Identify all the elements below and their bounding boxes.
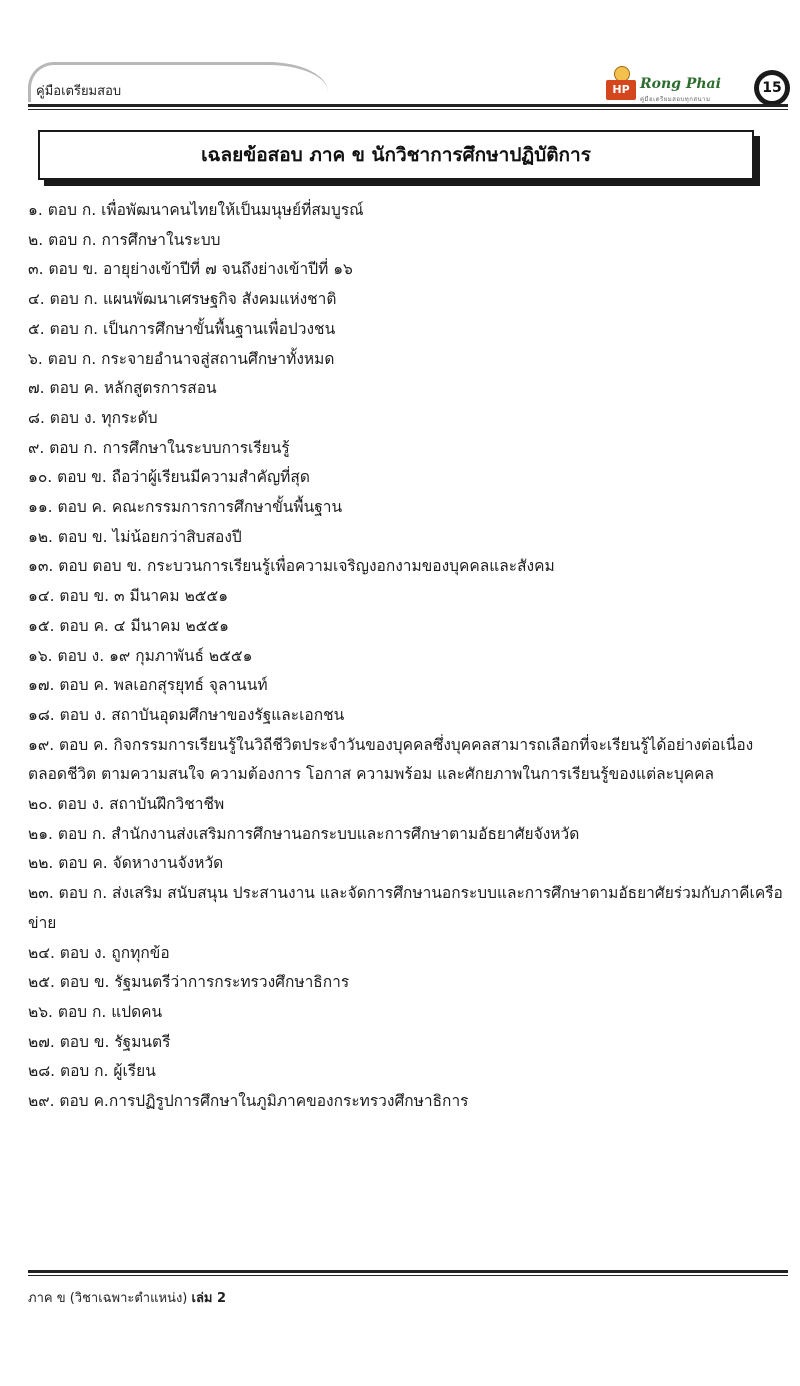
answer-item: ๒๗. ตอบ ข. รัฐมนตรี xyxy=(28,1032,171,1051)
header-rule xyxy=(28,104,788,107)
header-rule-thin xyxy=(28,109,788,110)
answer-item: ๗. ตอบ ค. หลักสูตรการสอน xyxy=(28,379,217,398)
answer-item: ๑๕. ตอบ ค. ๔ มีนาคม ๒๕๕๑ xyxy=(28,616,229,635)
answer-item: ๒๐. ตอบ ง. สถาบันฝึกวิชาชีพ xyxy=(28,795,225,814)
footer-rule-thin xyxy=(28,1275,788,1276)
answer-item: ๙. ตอบ ก. การศึกษาในระบบการเรียนรู้ xyxy=(28,438,290,457)
page-header xyxy=(0,0,800,120)
answer-item: ๑๖. ตอบ ง. ๑๙ กุมภาพันธ์ ๒๕๕๑ xyxy=(28,646,253,665)
answer-item: ๑๗. ตอบ ค. พลเอกสุรยุทธ์ จุลานนท์ xyxy=(28,676,268,695)
answer-item: ๔. ตอบ ก. แผนพัฒนาเศรษฐกิจ สังคมแห่งชาติ xyxy=(28,290,337,309)
logo-text: Rong Phai xyxy=(640,76,721,92)
answer-item: ๑๑. ตอบ ค. คณะกรรมการการศึกษาขั้นพื้นฐาน xyxy=(28,498,343,517)
answer-item: ๒๙. ตอบ ค.การปฏิรูปการศึกษาในภูมิภาคของกระทรวงศึกษาธิการ xyxy=(28,1092,469,1111)
answer-item: ๖. ตอบ ก. กระจายอำนาจสู่สถานศึกษาทั้งหมด xyxy=(28,349,335,368)
answer-item: ๘. ตอบ ง. ทุกระดับ xyxy=(28,408,158,427)
answer-item: ๓. ตอบ ข. อายุย่างเข้าปีที่ ๗ จนถึงย่างเข้าปีที่ ๑๖ xyxy=(28,260,353,279)
answer-item: ๒๘. ตอบ ก. ผู้เรียน xyxy=(28,1062,156,1081)
answer-item: ๕. ตอบ ก. เป็นการศึกษาขั้นพื้นฐานเพื่อปวงชน xyxy=(28,319,336,338)
footer-rule xyxy=(28,1270,788,1273)
footer-label xyxy=(28,1287,226,1308)
answer-item: ๒๒. ตอบ ค. จัดหางานจังหวัด xyxy=(28,854,224,873)
page-title: เฉลยข้อสอบ ภาค ข นักวิชาการศึกษาปฏิบัติการ xyxy=(201,144,591,166)
page-number: 15 xyxy=(758,74,786,102)
answer-item: ๑๔. ตอบ ข. ๓ มีนาคม ๒๕๕๑ xyxy=(28,587,229,606)
footer-volume: เล่ม 2 xyxy=(191,1291,227,1306)
answer-item: ๒๑. ตอบ ก. สำนักงานส่งเสริมการศึกษานอกระบบและการศึกษาตามอัธยาศัยจังหวัด xyxy=(28,824,580,843)
answer-item: ๑. ตอบ ก. เพื่อพัฒนาคนไทยให้เป็นมนุษย์ที่สมบูรณ์ xyxy=(28,201,364,219)
answer-item: ๒๔. ตอบ ง. ถูกทุกข้อ xyxy=(28,943,170,962)
answer-item: ๑๒. ตอบ ข. ไม่น้อยกว่าสิบสองปี xyxy=(28,527,242,546)
page-number-badge xyxy=(754,70,790,106)
answer-item: ๒๖. ตอบ ก. แปดคน xyxy=(28,1002,163,1021)
title-box xyxy=(38,130,754,180)
footer-section: ภาค ข (วิชาเฉพาะตำแหน่ง) xyxy=(28,1291,188,1306)
answer-item: ๑๘. ตอบ ง. สถาบันอุดมศึกษาของรัฐและเอกชน xyxy=(28,705,345,724)
logo-subtext: คู่มือเตรียมสอบทุกสนาม xyxy=(640,96,711,103)
header-label: คู่มือเตรียมสอบ xyxy=(36,84,122,99)
answer-item: ๑๙. ตอบ ค. กิจกรรมการเรียนรู้ในวิถีชีวิตประจำวันของบุคคลซึ่งบุคคลสามารถเลือกที่จะเรียนรู้ได้อย่างต่อเนื่องตลอดชีวิต ตามความสนใจ ความต้องการ โอกาส ความพร้อม และศักยภาพในการเรียนรู้ของแต่ละบุคคล xyxy=(28,735,754,784)
answer-item: ๒๕. ตอบ ข. รัฐมนตรีว่าการกระทรวงศึกษาธิการ xyxy=(28,973,350,992)
answer-item: ๑๓. ตอบ ตอบ ข. กระบวนการเรียนรู้เพื่อความเจริญงอกงามของบุคคลและสังคม xyxy=(28,557,555,576)
answer-item: ๒. ตอบ ก. การศึกษาในระบบ xyxy=(28,230,221,249)
answer-item: ๑๐. ตอบ ข. ถือว่าผู้เรียนมีความสำคัญที่สุด xyxy=(28,468,310,487)
logo-mark: HP xyxy=(606,80,636,100)
answer-item: ๒๓. ตอบ ก. ส่งเสริม สนับสนุน ประสานงาน และจัดการศึกษานอกระบบและการศึกษาตามอัธยาศัยร่วมกับภาคีเครือข่าย xyxy=(28,884,783,932)
publisher-logo xyxy=(606,76,750,102)
answer-list xyxy=(28,196,790,1117)
